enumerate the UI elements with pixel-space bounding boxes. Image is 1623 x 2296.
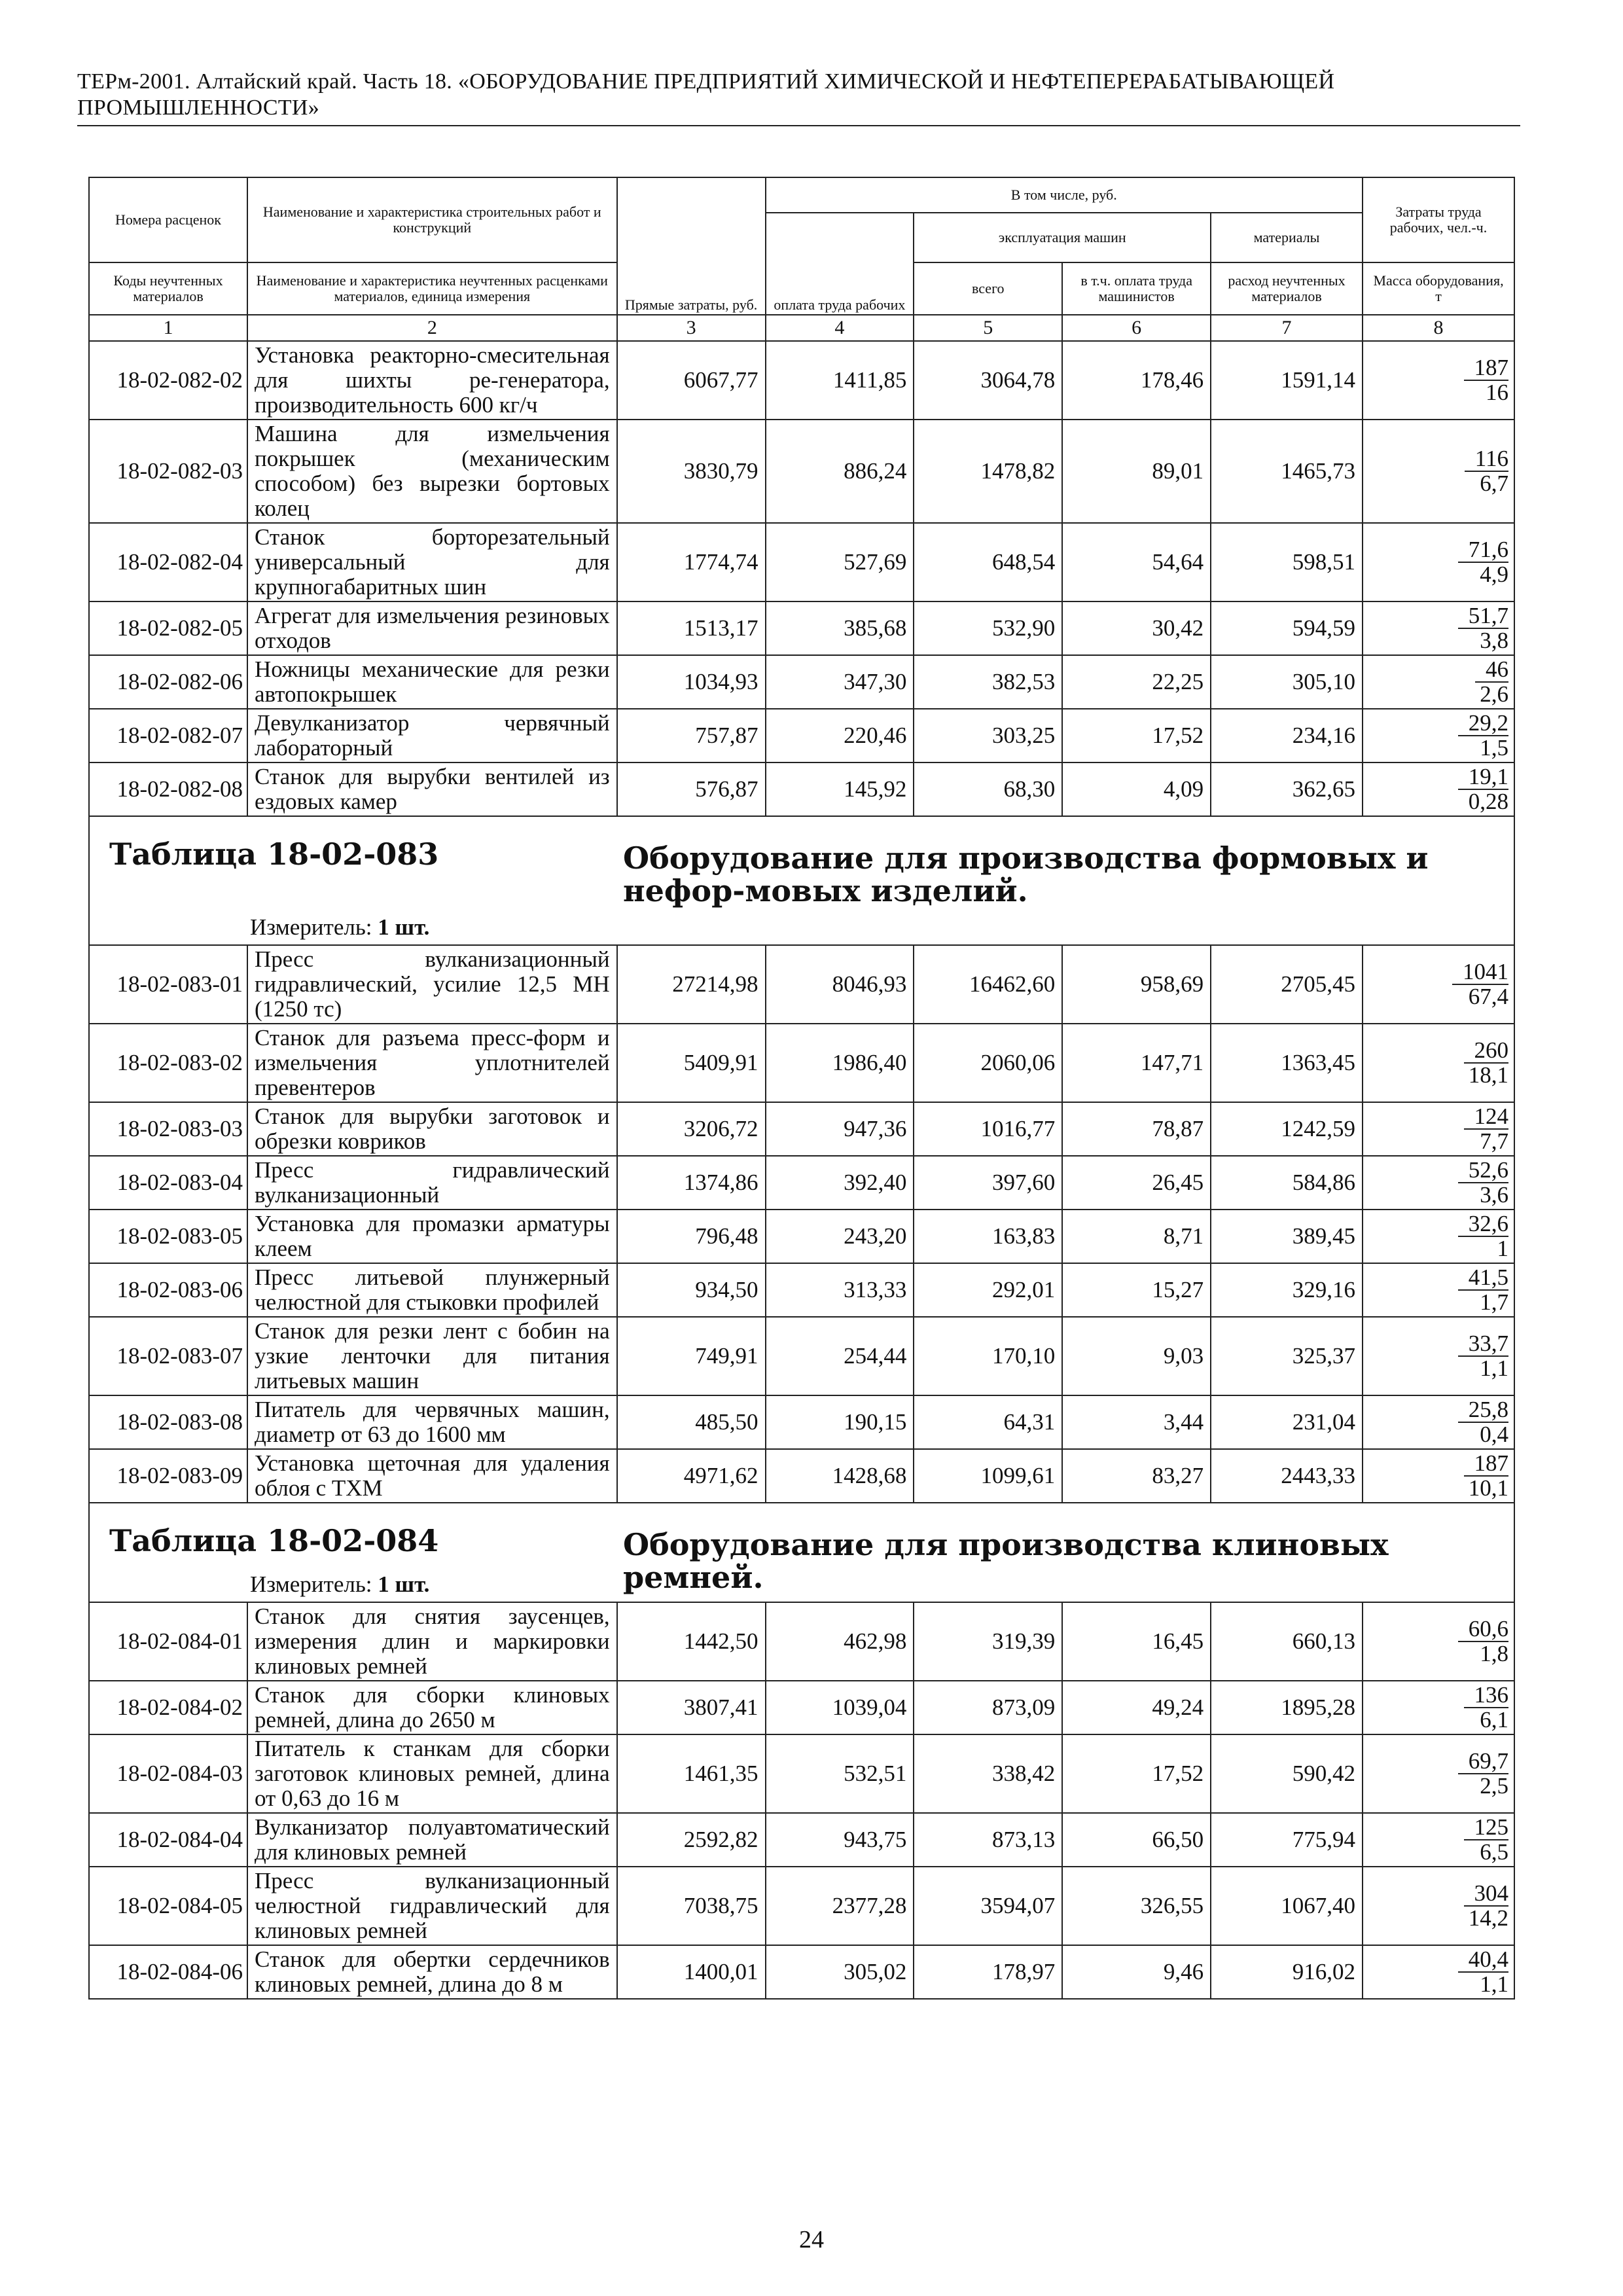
col-total-header: всего (914, 262, 1062, 315)
rate-name: Станок для сборки клиновых ремней, длина до 2650 м (247, 1681, 617, 1734)
table-083-id: Таблица 18-02-083 (109, 836, 439, 872)
machine-cost: 873,13 (914, 1813, 1062, 1867)
direct-cost: 485,50 (617, 1395, 766, 1449)
materials-cost: 1591,14 (1211, 341, 1363, 420)
rate-name: Станок борторезательный универсальный для крупногабаритных шин (247, 523, 617, 601)
materials-cost: 231,04 (1211, 1395, 1363, 1449)
rate-name: Станок для вырубки вентилей из ездовых камер (247, 762, 617, 816)
table-row (89, 1945, 1514, 1999)
worker-pay: 190,15 (766, 1395, 914, 1449)
labor-mass-fraction (1363, 1317, 1514, 1395)
rate-code: 18-02-082-07 (89, 709, 247, 762)
labor-hours: 125 (1464, 1816, 1509, 1840)
machine-cost: 1099,61 (914, 1449, 1062, 1503)
table-row (89, 341, 1514, 420)
labor-hours: 124 (1464, 1105, 1509, 1130)
rate-name: Пресс вулканизационный челюстной гидравлический для клиновых ремней (247, 1867, 617, 1945)
col-name2-header: Наименование и характеристика неучтенных расценками материалов, единица измерения (247, 262, 617, 315)
equipment-mass: 1,1 (1480, 1971, 1508, 1997)
rate-name: Станок для разъема пресс-форм и измельчения уплотнителей превентеров (247, 1024, 617, 1102)
rate-code: 18-02-083-01 (89, 945, 247, 1024)
rate-code: 18-02-082-03 (89, 420, 247, 523)
materials-cost: 584,86 (1211, 1156, 1363, 1210)
rate-name: Питатель к станкам для сборки заготовок клиновых ремней, длина от 0,63 до 16 м (247, 1734, 617, 1813)
driver-pay: 9,03 (1062, 1317, 1211, 1395)
labor-mass-fraction (1363, 1681, 1514, 1734)
rate-code: 18-02-082-02 (89, 341, 247, 420)
table-row (89, 655, 1514, 709)
machine-cost: 648,54 (914, 523, 1062, 601)
col-incl-header: В том числе, руб. (766, 177, 1363, 213)
direct-cost: 757,87 (617, 709, 766, 762)
table-row (89, 601, 1514, 655)
labor-hours: 40,4 (1458, 1948, 1508, 1973)
labor-mass-fraction (1363, 1102, 1514, 1156)
rates-table (88, 177, 1515, 2000)
rate-code: 18-02-084-04 (89, 1813, 247, 1867)
equipment-mass: 6,7 (1480, 470, 1508, 496)
labor-hours: 60,6 (1458, 1617, 1508, 1642)
equipment-mass: 10,1 (1468, 1475, 1508, 1501)
col-materials-header: материалы (1211, 213, 1363, 262)
table-row (89, 420, 1514, 523)
equipment-mass: 7,7 (1480, 1128, 1508, 1154)
rate-name: Ножницы механические для резки автопокрышек (247, 655, 617, 709)
labor-mass-fraction (1363, 1024, 1514, 1102)
worker-pay: 347,30 (766, 655, 914, 709)
materials-cost: 389,45 (1211, 1210, 1363, 1263)
labor-hours: 69,7 (1458, 1749, 1508, 1774)
materials-cost: 775,94 (1211, 1813, 1363, 1867)
equipment-mass: 2,6 (1480, 681, 1508, 707)
rate-code: 18-02-082-05 (89, 601, 247, 655)
rate-code: 18-02-082-04 (89, 523, 247, 601)
direct-cost: 27214,98 (617, 945, 766, 1024)
col-code-header: Номера расценок (89, 177, 247, 262)
driver-pay: 49,24 (1062, 1681, 1211, 1734)
table-083-title (89, 816, 1514, 945)
machine-cost: 3064,78 (914, 341, 1062, 420)
table-row (89, 1317, 1514, 1395)
rate-code: 18-02-084-06 (89, 1945, 247, 1999)
labor-hours: 187 (1464, 1452, 1509, 1477)
materials-cost: 1242,59 (1211, 1102, 1363, 1156)
labor-hours: 116 (1465, 447, 1508, 472)
labor-mass-fraction (1363, 709, 1514, 762)
labor-mass-fraction (1363, 945, 1514, 1024)
materials-cost: 362,65 (1211, 762, 1363, 816)
table-row (89, 1734, 1514, 1813)
worker-pay: 243,20 (766, 1210, 914, 1263)
rate-code: 18-02-083-09 (89, 1449, 247, 1503)
equipment-mass: 0,28 (1468, 788, 1508, 814)
rate-name: Станок для вырубки заготовок и обрезки ковриков (247, 1102, 617, 1156)
driver-pay: 26,45 (1062, 1156, 1211, 1210)
labor-hours: 33,7 (1458, 1332, 1508, 1357)
col-unacc-header: расход неучтенных материалов (1211, 262, 1363, 315)
worker-pay: 392,40 (766, 1156, 914, 1210)
materials-cost: 2443,33 (1211, 1449, 1363, 1503)
machine-cost: 16462,60 (914, 945, 1062, 1024)
direct-cost: 749,91 (617, 1317, 766, 1395)
equipment-mass: 1,7 (1480, 1289, 1508, 1315)
labor-hours: 71,6 (1458, 538, 1508, 563)
machine-cost: 382,53 (914, 655, 1062, 709)
driver-pay: 178,46 (1062, 341, 1211, 420)
table-082-body (89, 341, 1514, 816)
worker-pay: 527,69 (766, 523, 914, 601)
direct-cost: 1442,50 (617, 1602, 766, 1681)
driver-pay: 66,50 (1062, 1813, 1211, 1867)
driver-pay: 17,52 (1062, 709, 1211, 762)
driver-pay: 30,42 (1062, 601, 1211, 655)
direct-cost: 3206,72 (617, 1102, 766, 1156)
col-number: 8 (1363, 315, 1514, 341)
rate-code: 18-02-084-02 (89, 1681, 247, 1734)
direct-cost: 576,87 (617, 762, 766, 816)
labor-mass-fraction (1363, 1867, 1514, 1945)
worker-pay: 254,44 (766, 1317, 914, 1395)
rate-name: Пресс вулканизационный гидравлический, усилие 12,5 МН (1250 тс) (247, 945, 617, 1024)
worker-pay: 313,33 (766, 1263, 914, 1317)
table-084-title-text: Оборудование для производства клиновых ремней. (623, 1527, 1389, 1595)
driver-pay: 89,01 (1062, 420, 1211, 523)
rate-code: 18-02-084-03 (89, 1734, 247, 1813)
machine-cost: 64,31 (914, 1395, 1062, 1449)
materials-cost: 1363,45 (1211, 1024, 1363, 1102)
table-row (89, 1602, 1514, 1681)
rate-code: 18-02-083-03 (89, 1102, 247, 1156)
driver-pay: 22,25 (1062, 655, 1211, 709)
rate-name: Станок для снятия заусенцев, измерения длин и маркировки клиновых ремней (247, 1602, 617, 1681)
table-084-title (89, 1503, 1514, 1602)
machine-cost: 178,97 (914, 1945, 1062, 1999)
equipment-mass: 2,5 (1480, 1772, 1508, 1799)
labor-mass-fraction (1363, 1263, 1514, 1317)
table-row (89, 1395, 1514, 1449)
machine-cost: 1478,82 (914, 420, 1062, 523)
table-row (89, 1681, 1514, 1734)
unit-value: 1 шт. (378, 914, 430, 940)
table-row (89, 1156, 1514, 1210)
direct-cost: 796,48 (617, 1210, 766, 1263)
unit-label: Измеритель: (250, 914, 372, 940)
direct-cost: 1774,74 (617, 523, 766, 601)
col-number: 7 (1211, 315, 1363, 341)
rate-name: Девулканизатор червячный лабораторный (247, 709, 617, 762)
equipment-mass: 16 (1486, 379, 1508, 405)
rate-name: Установка реакторно-смесительная для шихты ре-генератора, производительность 600 кг/ч (247, 341, 617, 420)
table-084-unit (250, 1572, 429, 1597)
materials-cost: 325,37 (1211, 1317, 1363, 1395)
rate-code: 18-02-082-06 (89, 655, 247, 709)
driver-pay: 83,27 (1062, 1449, 1211, 1503)
materials-cost: 598,51 (1211, 523, 1363, 601)
driver-pay: 54,64 (1062, 523, 1211, 601)
materials-cost: 2705,45 (1211, 945, 1363, 1024)
direct-cost: 3807,41 (617, 1681, 766, 1734)
worker-pay: 305,02 (766, 1945, 914, 1999)
table-row (89, 1867, 1514, 1945)
table-row (89, 1024, 1514, 1102)
driver-pay: 3,44 (1062, 1395, 1211, 1449)
table-084-body (89, 1602, 1514, 1999)
driver-pay: 78,87 (1062, 1102, 1211, 1156)
rate-code: 18-02-083-06 (89, 1263, 247, 1317)
table-row (89, 945, 1514, 1024)
worker-pay: 1986,40 (766, 1024, 914, 1102)
col-number: 6 (1062, 315, 1211, 341)
machine-cost: 292,01 (914, 1263, 1062, 1317)
col-labor-header: Затраты труда рабочих, чел.-ч. (1363, 177, 1514, 262)
labor-mass-fraction (1363, 1210, 1514, 1263)
equipment-mass: 1,5 (1480, 734, 1508, 761)
worker-pay: 947,36 (766, 1102, 914, 1156)
machine-cost: 68,30 (914, 762, 1062, 816)
labor-mass-fraction (1363, 1395, 1514, 1449)
col-direct-header: Прямые затраты, руб. (617, 177, 766, 315)
col-driver-pay-header: в т.ч. оплата труда машинистов (1062, 262, 1211, 315)
equipment-mass: 0,4 (1480, 1421, 1508, 1447)
labor-mass-fraction (1363, 1945, 1514, 1999)
materials-cost: 1067,40 (1211, 1867, 1363, 1945)
rate-name: Агрегат для измельчения резиновых отходов (247, 601, 617, 655)
labor-mass-fraction (1363, 341, 1514, 420)
machine-cost: 163,83 (914, 1210, 1062, 1263)
unit-value: 1 шт. (378, 1571, 430, 1597)
driver-pay: 147,71 (1062, 1024, 1211, 1102)
rate-name: Станок для резки лент с бобин на узкие ленточки для питания литьевых машин (247, 1317, 617, 1395)
worker-pay: 943,75 (766, 1813, 914, 1867)
materials-cost: 1465,73 (1211, 420, 1363, 523)
labor-mass-fraction (1363, 1734, 1514, 1813)
table-row (89, 1102, 1514, 1156)
labor-mass-fraction (1363, 1156, 1514, 1210)
rate-name: Питатель для червячных машин, диаметр от 63 до 1600 мм (247, 1395, 617, 1449)
direct-cost: 934,50 (617, 1263, 766, 1317)
equipment-mass: 6,1 (1480, 1706, 1508, 1732)
materials-cost: 1895,28 (1211, 1681, 1363, 1734)
table-row (89, 523, 1514, 601)
driver-pay: 16,45 (1062, 1602, 1211, 1681)
equipment-mass: 6,5 (1480, 1839, 1508, 1865)
labor-mass-fraction (1363, 1449, 1514, 1503)
machine-cost: 3594,07 (914, 1867, 1062, 1945)
machine-cost: 873,09 (914, 1681, 1062, 1734)
direct-cost: 5409,91 (617, 1024, 766, 1102)
direct-cost: 2592,82 (617, 1813, 766, 1867)
col-number: 2 (247, 315, 617, 341)
direct-cost: 1400,01 (617, 1945, 766, 1999)
labor-hours: 46 (1475, 658, 1508, 683)
page-header: ТЕРм-2001. Алтайский край. Часть 18. «ОБОРУДОВАНИЕ ПРЕДПРИЯТИЙ ХИМИЧЕСКОЙ И НЕФТЕПЕРЕРАБАТЫВАЮЩЕЙ ПРОМЫШЛЕННОСТИ» (77, 69, 1520, 126)
machine-cost: 2060,06 (914, 1024, 1062, 1102)
machine-cost: 397,60 (914, 1156, 1062, 1210)
table-084-id: Таблица 18-02-084 (109, 1523, 439, 1558)
table-row (89, 1263, 1514, 1317)
rate-code: 18-02-083-05 (89, 1210, 247, 1263)
col-name-header: Наименование и характеристика строительных работ и конструкций (247, 177, 617, 262)
table-083-unit (250, 915, 429, 940)
labor-hours: 260 (1464, 1039, 1509, 1064)
worker-pay: 886,24 (766, 420, 914, 523)
equipment-mass: 3,8 (1480, 627, 1508, 653)
worker-pay: 8046,93 (766, 945, 914, 1024)
worker-pay: 1411,85 (766, 341, 914, 420)
machine-cost: 303,25 (914, 709, 1062, 762)
col-number: 4 (766, 315, 914, 341)
equipment-mass: 18,1 (1468, 1062, 1508, 1088)
worker-pay: 1428,68 (766, 1449, 914, 1503)
driver-pay: 17,52 (1062, 1734, 1211, 1813)
direct-cost: 3830,79 (617, 420, 766, 523)
col-mass-header: Масса оборудования, т (1363, 262, 1514, 315)
col-pay-header: оплата труда рабочих (766, 213, 914, 315)
rate-name: Машина для измельчения покрышек (механическим способом) без вырезки бортовых колец (247, 420, 617, 523)
rate-name: Установка щеточная для удаления облоя с ТХМ (247, 1449, 617, 1503)
table-083-title-text: Оборудование для производства формовых и нефор-мовых изделий. (623, 840, 1429, 908)
equipment-mass: 1 (1497, 1235, 1508, 1261)
materials-cost: 590,42 (1211, 1734, 1363, 1813)
materials-cost: 329,16 (1211, 1263, 1363, 1317)
col-number: 5 (914, 315, 1062, 341)
page-number: 24 (799, 2226, 824, 2253)
rate-name: Станок для обертки сердечников клиновых ремней, длина до 8 м (247, 1945, 617, 1999)
labor-mass-fraction (1363, 1602, 1514, 1681)
labor-hours: 25,8 (1458, 1398, 1508, 1423)
worker-pay: 385,68 (766, 601, 914, 655)
direct-cost: 7038,75 (617, 1867, 766, 1945)
labor-hours: 41,5 (1458, 1266, 1508, 1291)
col-machines-header: эксплуатация машин (914, 213, 1211, 262)
labor-hours: 1041 (1452, 960, 1508, 985)
rate-code: 18-02-084-05 (89, 1867, 247, 1945)
machine-cost: 338,42 (914, 1734, 1062, 1813)
rate-code: 18-02-084-01 (89, 1602, 247, 1681)
labor-hours: 32,6 (1458, 1212, 1508, 1237)
worker-pay: 532,51 (766, 1734, 914, 1813)
driver-pay: 8,71 (1062, 1210, 1211, 1263)
worker-pay: 462,98 (766, 1602, 914, 1681)
driver-pay: 326,55 (1062, 1867, 1211, 1945)
materials-cost: 916,02 (1211, 1945, 1363, 1999)
worker-pay: 220,46 (766, 709, 914, 762)
driver-pay: 9,46 (1062, 1945, 1211, 1999)
direct-cost: 1034,93 (617, 655, 766, 709)
machine-cost: 1016,77 (914, 1102, 1062, 1156)
table-083-body (89, 945, 1514, 1503)
equipment-mass: 1,8 (1480, 1640, 1508, 1666)
col-code2-header: Коды неучтенных материалов (89, 262, 247, 315)
worker-pay: 1039,04 (766, 1681, 914, 1734)
rate-code: 18-02-083-07 (89, 1317, 247, 1395)
direct-cost: 1513,17 (617, 601, 766, 655)
materials-cost: 305,10 (1211, 655, 1363, 709)
labor-mass-fraction (1363, 1813, 1514, 1867)
driver-pay: 958,69 (1062, 945, 1211, 1024)
rate-name: Пресс гидравлический вулканизационный (247, 1156, 617, 1210)
table-row (89, 1813, 1514, 1867)
worker-pay: 2377,28 (766, 1867, 914, 1945)
labor-hours: 136 (1464, 1683, 1509, 1708)
materials-cost: 234,16 (1211, 709, 1363, 762)
table-row (89, 1449, 1514, 1503)
machine-cost: 319,39 (914, 1602, 1062, 1681)
machine-cost: 532,90 (914, 601, 1062, 655)
direct-cost: 4971,62 (617, 1449, 766, 1503)
equipment-mass: 1,1 (1480, 1355, 1508, 1381)
materials-cost: 660,13 (1211, 1602, 1363, 1681)
direct-cost: 1461,35 (617, 1734, 766, 1813)
col-number: 1 (89, 315, 247, 341)
rate-code: 18-02-082-08 (89, 762, 247, 816)
machine-cost: 170,10 (914, 1317, 1062, 1395)
rate-code: 18-02-083-08 (89, 1395, 247, 1449)
equipment-mass: 4,9 (1480, 561, 1508, 587)
equipment-mass: 3,6 (1480, 1181, 1508, 1208)
worker-pay: 145,92 (766, 762, 914, 816)
equipment-mass: 14,2 (1468, 1905, 1508, 1931)
table-row (89, 709, 1514, 762)
labor-hours: 52,6 (1458, 1158, 1508, 1183)
col-number: 3 (617, 315, 766, 341)
table-row (89, 762, 1514, 816)
labor-hours: 187 (1464, 356, 1509, 381)
driver-pay: 15,27 (1062, 1263, 1211, 1317)
labor-mass-fraction (1363, 655, 1514, 709)
labor-mass-fraction (1363, 420, 1514, 523)
equipment-mass: 67,4 (1468, 983, 1508, 1009)
rate-name: Установка для промазки арматуры клеем (247, 1210, 617, 1263)
direct-cost: 6067,77 (617, 341, 766, 420)
rate-name: Вулканизатор полуавтоматический для клиновых ремней (247, 1813, 617, 1867)
driver-pay: 4,09 (1062, 762, 1211, 816)
labor-mass-fraction (1363, 523, 1514, 601)
direct-cost: 1374,86 (617, 1156, 766, 1210)
labor-mass-fraction (1363, 762, 1514, 816)
table-row (89, 1210, 1514, 1263)
labor-hours: 51,7 (1458, 604, 1508, 629)
labor-mass-fraction (1363, 601, 1514, 655)
labor-hours: 19,1 (1458, 765, 1508, 790)
materials-cost: 594,59 (1211, 601, 1363, 655)
labor-hours: 304 (1464, 1882, 1509, 1907)
labor-hours: 29,2 (1458, 711, 1508, 736)
rate-name: Пресс литьевой плунжерный челюстной для стыковки профилей (247, 1263, 617, 1317)
rate-code: 18-02-083-02 (89, 1024, 247, 1102)
rate-code: 18-02-083-04 (89, 1156, 247, 1210)
unit-label: Измеритель: (250, 1571, 372, 1597)
